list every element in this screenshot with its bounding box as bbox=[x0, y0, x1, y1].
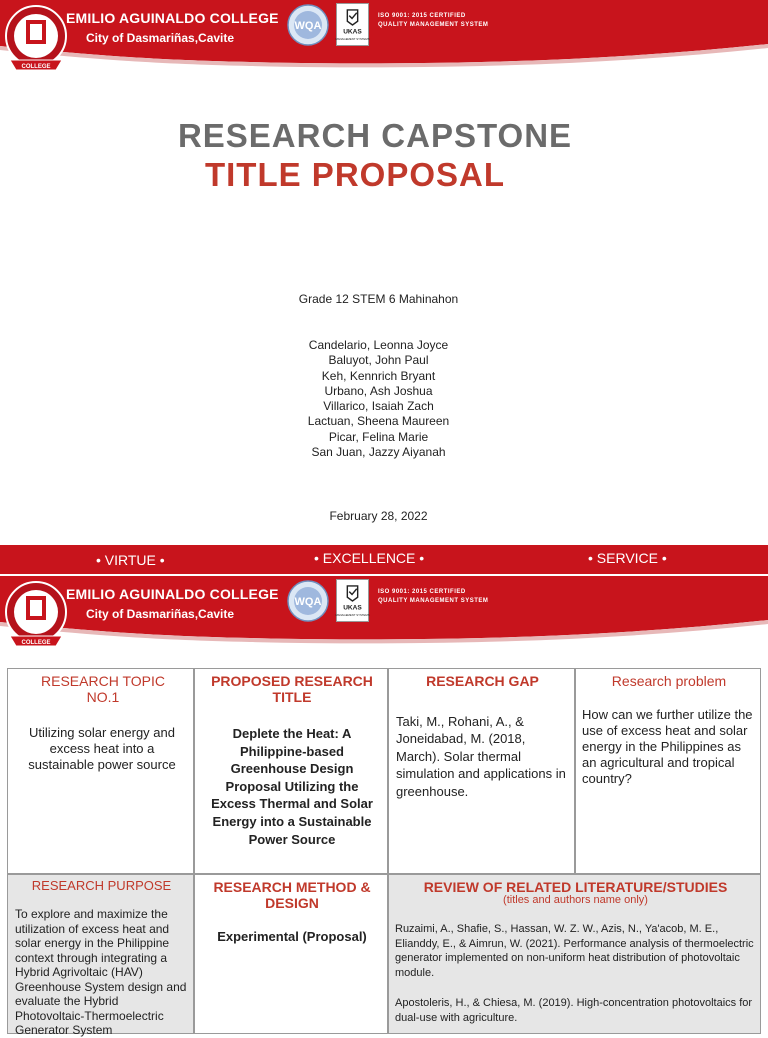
author-name: Keh, Kennrich Bryant bbox=[321, 368, 436, 383]
wqa-logo-icon bbox=[285, 579, 331, 623]
author-name: Candelario, Leonna Joyce bbox=[308, 338, 449, 352]
college-seal-icon bbox=[4, 580, 68, 652]
iso-certification bbox=[378, 12, 488, 30]
purpose-header: RESEARCH PURPOSE bbox=[31, 878, 172, 893]
cover-title-line-2: TITLE PROPOSAL bbox=[204, 156, 505, 193]
gap-cell bbox=[388, 668, 575, 874]
svg-text:UKAS: UKAS bbox=[343, 28, 362, 36]
svg-text:MANAGEMENT SYSTEMS: MANAGEMENT SYSTEMS bbox=[335, 37, 370, 41]
values-footer bbox=[0, 545, 768, 574]
title-header: PROPOSED RESEARCH TITLE bbox=[211, 673, 373, 705]
iso-certification bbox=[378, 588, 488, 606]
rrl-reference-2: Apostoleris, H., & Chiesa, M. (2019). High-concentration photovoltaics for dual-use with agriculture. bbox=[395, 997, 753, 1024]
ukas-logo-icon bbox=[336, 579, 369, 622]
rrl-cell bbox=[388, 874, 761, 1034]
svg-text:MANAGEMENT SYSTEMS: MANAGEMENT SYSTEMS bbox=[335, 613, 370, 617]
svg-text:WQA: WQA bbox=[294, 596, 322, 608]
author-name: Lactuan, Sheena Maureen bbox=[307, 414, 450, 429]
college-name: EMILIO AGUINALDO COLLEGE bbox=[66, 10, 279, 26]
college-city: City of Dasmariñas,Cavite bbox=[86, 31, 235, 45]
topic-cell bbox=[7, 668, 194, 874]
header-banner-2 bbox=[0, 576, 768, 656]
problem-header: Research problem bbox=[611, 673, 727, 689]
author-name: Picar, Felina Marie bbox=[328, 429, 429, 444]
svg-text:UKAS: UKAS bbox=[343, 604, 362, 612]
title-body: Deplete the Heat: A Philippine-based Greenhouse Design Proposal Utilizing the Excess Thermal and Solar Energy into a Sustainable Power Source bbox=[211, 726, 373, 847]
title-cell bbox=[194, 668, 388, 874]
cover-grade-section: Grade 12 STEM 6 Mahinahon bbox=[298, 292, 459, 306]
iso-line-2: QUALITY MANAGEMENT SYSTEM bbox=[378, 22, 489, 28]
author-name: Baluyot, John Paul bbox=[328, 353, 429, 368]
author-name: Urbano, Ash Joshua bbox=[324, 383, 433, 398]
college-seal-icon bbox=[4, 4, 68, 76]
gap-header: RESEARCH GAP bbox=[426, 673, 539, 689]
author-name: Villarico, Isaiah Zach bbox=[323, 399, 434, 414]
rrl-header: REVIEW OF RELATED LITERATURE/STUDIES bbox=[423, 879, 728, 895]
cover-date: February 28, 2022 bbox=[329, 509, 428, 523]
value-service: • SERVICE • bbox=[588, 550, 667, 566]
cover-authors-list bbox=[0, 338, 757, 460]
author-name: San Juan, Jazzy Aiyanah bbox=[311, 445, 446, 460]
rrl-subheader: (titles and authors name only) bbox=[503, 894, 648, 906]
college-name: EMILIO AGUINALDO COLLEGE bbox=[66, 586, 279, 602]
iso-line-1: ISO 9001: 2015 CERTIFIED bbox=[378, 589, 466, 595]
problem-body: How can we further utilize the use of excess heat and solar energy in the Philippines as an agricultural and tropical country? bbox=[582, 707, 753, 786]
purpose-body: To explore and maximize the utilization of excess heat and solar energy in the Philippine context through integrating a Hybrid Agrivoltaic (HAV) Greenhouse System design and evaluate the Hybrid Photovoltaic-Thermoelectric Generator System bbox=[15, 907, 187, 1037]
iso-line-1: ISO 9001: 2015 CERTIFIED bbox=[378, 13, 466, 19]
cover-title-line-1: RESEARCH CAPSTONE bbox=[177, 117, 573, 154]
method-cell bbox=[194, 874, 388, 1034]
problem-cell bbox=[575, 668, 761, 874]
value-virtue: • VIRTUE • bbox=[96, 552, 165, 568]
svg-text:COLLEGE: COLLEGE bbox=[21, 64, 51, 70]
topic-body: Utilizing solar energy and excess heat into a sustainable power source bbox=[28, 725, 176, 772]
wqa-logo-icon bbox=[285, 3, 331, 47]
value-excellence: • EXCELLENCE • bbox=[314, 550, 425, 566]
svg-text:WQA: WQA bbox=[294, 20, 322, 32]
gap-body: Taki, M., Rohani, A., & Joneidabad, M. (2018, March). Solar thermal simulation and applications in greenhouse. bbox=[396, 714, 566, 799]
rrl-reference-1: Ruzaimi, A., Shafie, S., Hassan, W. Z. W., Azis, N., Ya'acob, M. E., Elianddy, E., & Aimrun, W. (2021). Performance analysis of thermoelectric generator implemented on non-uniform heat distribution of photovoltaic module. bbox=[395, 923, 754, 979]
ukas-logo-icon bbox=[336, 3, 369, 46]
svg-text:COLLEGE: COLLEGE bbox=[21, 640, 51, 646]
method-body: Experimental (Proposal) bbox=[217, 929, 367, 944]
iso-line-2: QUALITY MANAGEMENT SYSTEM bbox=[378, 598, 489, 604]
topic-header: RESEARCH TOPIC NO.1 bbox=[41, 673, 165, 705]
purpose-cell bbox=[7, 874, 194, 1037]
header-banner-1 bbox=[0, 0, 768, 80]
college-city: City of Dasmariñas,Cavite bbox=[86, 607, 235, 621]
method-header: RESEARCH METHOD & DESIGN bbox=[213, 879, 371, 911]
